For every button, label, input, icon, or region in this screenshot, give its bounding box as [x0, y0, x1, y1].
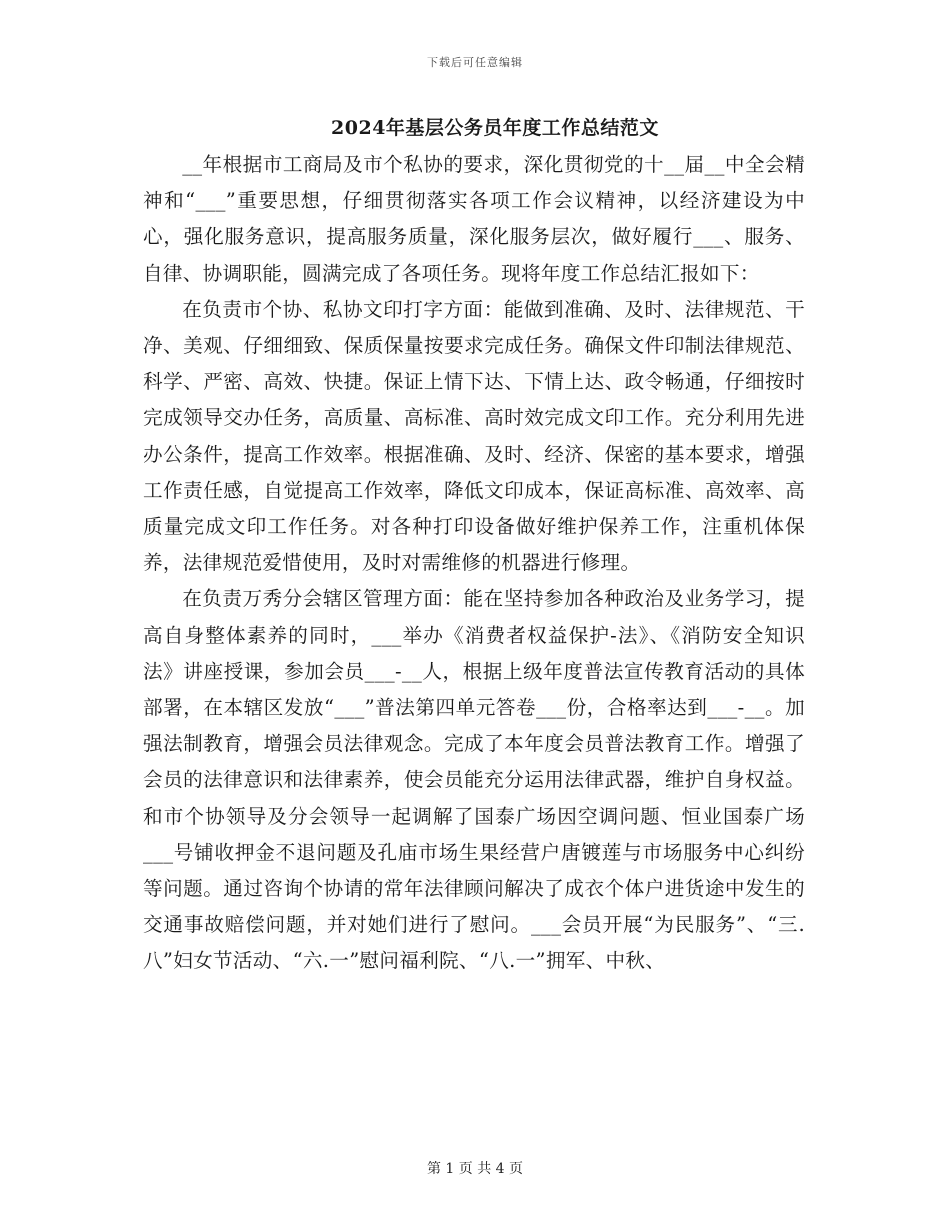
document-title: 2024年基层公务员年度工作总结范文: [331, 117, 659, 139]
page-number: 第 1 页 共 4 页: [426, 1161, 524, 1177]
header-note: 下载后可任意编辑: [427, 56, 523, 69]
paragraph-intro: __年根据市工商局及市个私协的要求，深化贯彻党的十__届__中全会精神和“___”重要思想，仔细贯彻落实各项工作会议精神，以经济建设为中心，强化服务意识，提高服务质量，深化服务层次，做好履行___、服务、自律、协调职能，圆满完成了各项任务。现将年度工作总结汇报如下：: [143, 153, 805, 285]
document-body: [143, 147, 805, 980]
paragraph-printing: 在负责市个协、私协文印打字方面：能做到准确、及时、法律规范、干净、美观、仔细细致、保质保量按要求完成任务。确保文件印制法律规范、科学、严密、高效、快捷。保证上情下达、下情上达、政令畅通，仔细按时完成领导交办任务，高质量、高标准、高时效完成文印工作。充分利用先进办公条件，提高工作效率。根据准确、及时、经济、保密的基本要求，增强工作责任感，自觉提高工作效率，降低文印成本，保证高标准、高效率、高质量完成文印工作任务。对各种打印设备做好维护保养工作，注重机体保养，法律规范爱惜使用，及时对需维修的机器进行修理。: [143, 297, 805, 575]
paragraph-district: 在负责万秀分会辖区管理方面：能在坚持参加各种政治及业务学习，提高自身整体素养的同时，___举办《消费者权益保护-法》、《消防安全知识法》讲座授课，参加会员___-__人，根据上级年度普法宣传教育活动的具体部署，在本辖区发放“___”普法第四单元答卷___份，合格率达到___-__。加强法制教育，增强会员法律观念。完成了本年度会员普法教育工作。增强了会员的法律意识和法律素养，使会员能充分运用法律武器，维护自身权益。和市个协领导及分会领导一起调解了国泰广场因空调问题、恒业国泰广场___号铺收押金不退问题及孔庙市场生果经营户唐镀莲与市场服务中心纠纷等问题。通过咨询个协请的常年法律顾问解决了成衣个体户进货途中发生的交通事故赔偿问题，并对她们进行了慰问。___会员开展“为民服务”、“三.八”妇女节活动、“六.一”慰问福利院、“八.一”拥军、中秋、: [143, 587, 805, 973]
